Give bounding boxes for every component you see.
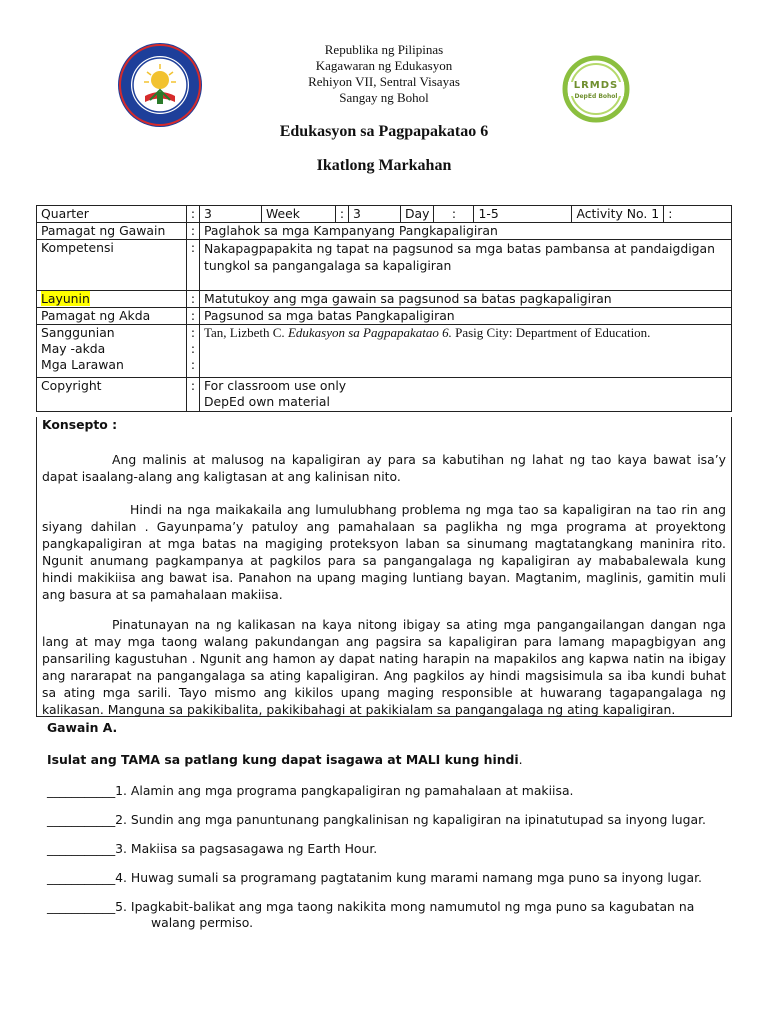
gawain-item-4	[47, 870, 727, 886]
sanggunian-label: Sanggunian	[41, 325, 115, 340]
document-header	[0, 42, 768, 106]
activity-info-table	[36, 205, 732, 412]
colon: :	[190, 341, 196, 356]
gawain-heading: Gawain A.	[47, 720, 118, 735]
item-text: 2. Sundin ang mga panuntunang pangkalinisan ng kapaligiran na ipinatutupad sa inyong lugar.	[115, 812, 706, 827]
colon: :	[336, 206, 349, 223]
gawain-item-5	[47, 899, 727, 931]
gawain-item-2	[47, 812, 727, 828]
kompetensi-row	[37, 240, 732, 291]
gawain-item-3	[47, 841, 727, 857]
week-value: 3	[349, 206, 401, 223]
header-line-department: Kagawaran ng Edukasyon	[315, 58, 453, 73]
layunin-row	[37, 291, 732, 308]
layunin-cell	[37, 291, 187, 308]
kompetensi-label: Kompetensi	[37, 240, 187, 291]
lrmds-logo-subtext: DepEd Bohol	[574, 93, 618, 100]
item-text-continuation: walang permiso.	[151, 915, 254, 930]
copyright-row	[37, 378, 732, 412]
sanggunian-book: Edukasyon sa Pagpapakatao 6.	[287, 325, 452, 340]
konsepto-box	[36, 417, 732, 717]
day-label: Day	[401, 206, 434, 223]
quarter-row	[37, 206, 732, 223]
item-text: 3. Makiisa sa pagsasagawa ng Earth Hour.	[115, 841, 378, 856]
copyright-label: Copyright	[37, 378, 187, 412]
mga-larawan-label: Mga Larawan	[41, 357, 124, 372]
lrmds-logo-text: LRMDS	[573, 80, 619, 91]
pamagat-gawain-row	[37, 223, 732, 240]
may-akda-label: May -akda	[41, 341, 106, 356]
header-line-region: Rehiyon VII, Sentral Visayas	[308, 74, 460, 89]
copyright-value	[200, 378, 732, 412]
gawain-instruction	[47, 752, 523, 768]
answer-blank[interactable]: ___________	[47, 870, 116, 885]
sanggunian-labels	[37, 325, 187, 378]
answer-blank[interactable]: ___________	[47, 899, 116, 914]
colon-stack	[187, 325, 200, 378]
deped-division-of-bohol-seal-icon	[117, 42, 203, 128]
pamagat-akda-value: Pagsunod sa mga batas Pangkapaligiran	[200, 308, 732, 325]
colon: :	[190, 325, 196, 340]
quarter-value: 3	[200, 206, 262, 223]
colon: :	[187, 206, 200, 223]
copyright-line-2: DepEd own material	[204, 394, 330, 409]
sanggunian-row	[37, 325, 732, 378]
quarter-title: Ikatlong Markahan	[316, 157, 452, 174]
header-line-republic: Republika ng Pilipinas	[324, 42, 444, 57]
answer-blank[interactable]: ___________	[47, 812, 116, 827]
layunin-label: Layunin	[41, 291, 90, 306]
konsepto-paragraph-3: Pinatunayan na ng kalikasan na kaya nitong ibigay sa ating mga pangangailangan dangan nga lang at may mga taong walang pakundangan ang pagsira sa kapaligiran para lamang mapagbigyan ang pansariling kagustuhan . Ngunit ang hamon ay dapat nating harapin na mapakilos ang kapwa natin na ibigay ang nararapat na pangangalaga sa ating kapaligiran. Ang pagkilos ay hindi magsisimula sa iba kundi buhat sa ating mga sarili. Tayo mismo ang kikilos upang maging responsible at huwarang tagapangalaga ng kalikasan. Manguna sa pakikibalita, pakikibahagi at pakikialam sa pangangalaga ng ating kapaligiran.	[42, 617, 726, 717]
answer-blank[interactable]: ___________	[47, 841, 116, 856]
header-line-division: Sangay ng Bohol	[339, 90, 429, 105]
answer-blank[interactable]: ___________	[47, 783, 116, 798]
gawain-instruction-period: .	[518, 752, 523, 767]
colon: :	[187, 378, 200, 412]
pamagat-akda-row	[37, 308, 732, 325]
sanggunian-value	[200, 325, 732, 378]
item-text: 5. Ipagkabit-balikat ang mga taong nakikita mong namumutol ng mga puno sa kagubatan na	[115, 899, 695, 914]
layunin-value: Matutukoy ang mga gawain sa pagsunod sa batas pagkapaligiran	[200, 291, 732, 308]
gawain-item-1	[47, 783, 727, 799]
item-text: 1. Alamin ang mga programa pangkapaligiran ng pamahalaan at makiisa.	[115, 783, 574, 798]
konsepto-heading: Konsepto :	[42, 417, 118, 432]
colon: :	[187, 308, 200, 325]
pamagat-gawain-value: Paglahok sa mga Kampanyang Pangkapaligiran	[200, 223, 732, 240]
colon: :	[187, 240, 200, 291]
konsepto-paragraph-2: Hindi na nga maikakaila ang lumulubhang problema ng mga tao sa kapaligiran na tao rin ang siyang dahilan . Gayunpama’y patuloy ang pamahalaan sa paglikha ng mga programa at proyektong pangkapaligiran at mga batas na magiging proteksyon laban sa sinumang magtatangkang maninira rito. Ngunit anumang pagkampanya at pagkilos para sa pangangalaga ng kapaligiran ay mababalewala kung hindi makikiisa ang bawat isa. Panahon na upang maging luntiang bayan. Magtanim, maglinis, gamitin muli ang basura at sa pamahalaan makiisa.	[42, 502, 726, 602]
pamagat-akda-label: Pamagat ng Akda	[37, 308, 187, 325]
konsepto-paragraph-1: Ang malinis at malusog na kapaligiran ay para sa kabutihan ng lahat ng tao kaya bawat isa’y dapat isaalang-alang ang kaligtasan at ang kalinisan nito.	[42, 452, 726, 484]
colon: :	[187, 291, 200, 308]
subject-title: Edukasyon sa Pagpapakatao 6	[279, 123, 489, 140]
quarter-label: Quarter	[37, 206, 187, 223]
activity-colon: :	[664, 206, 732, 223]
kompetensi-value: Nakapagpapakita ng tapat na pagsunod sa mga batas pambansa at pandaigdigan tungkol sa pangangalaga sa kapaligiran	[200, 240, 732, 291]
item-text: 4. Huwag sumali sa programang pagtatanim kung marami namang mga puno sa inyong lugar.	[115, 870, 702, 885]
week-label: Week	[262, 206, 336, 223]
colon: :	[434, 206, 474, 223]
gawain-instruction-text: Isulat ang TAMA sa patlang kung dapat isagawa at MALI kung hindi	[47, 752, 519, 767]
copyright-line-1: For classroom use only	[204, 378, 347, 393]
colon: :	[187, 223, 200, 240]
colon: :	[190, 357, 196, 372]
activity-label: Activity No. 1	[572, 206, 664, 223]
sanggunian-publisher: Pasig City: Department of Education.	[451, 325, 651, 340]
pamagat-gawain-label: Pamagat ng Gawain	[37, 223, 187, 240]
sanggunian-author: Tan, Lizbeth C.	[204, 325, 288, 340]
day-value: 1-5	[474, 206, 572, 223]
